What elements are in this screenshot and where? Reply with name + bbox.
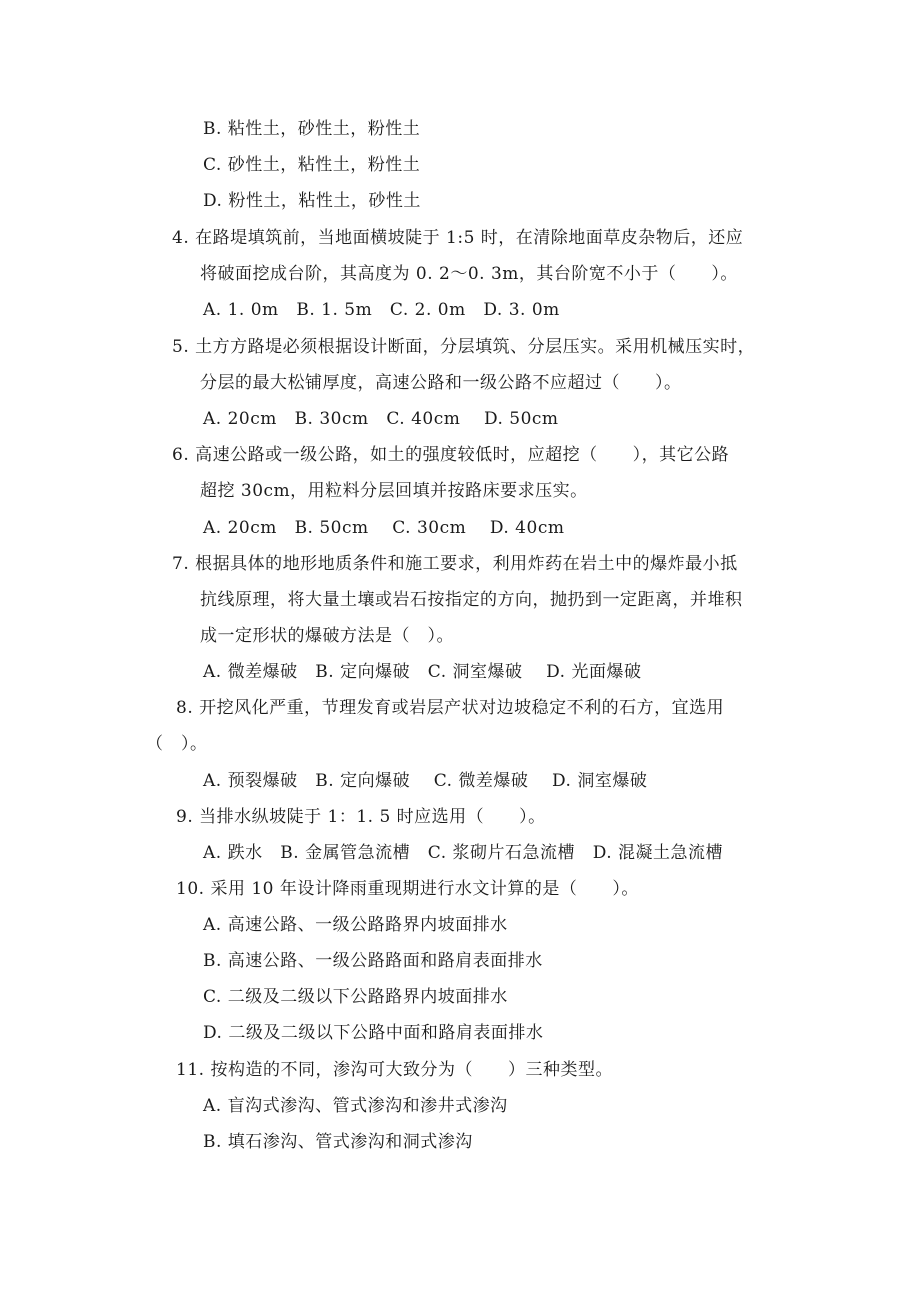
q4-stem-line1: 4. 在路堤填筑前，当地面横坡陡于 1:5 时，在清除地面草皮杂物后，还应	[172, 228, 744, 248]
q6-options: A. 20cm B. 50cm C. 30cm D. 40cm	[203, 518, 565, 538]
q7-stem-line2: 抗线原理，将大量土壤或岩石按指定的方向，抛扔到一定距离，并堆积	[200, 590, 743, 610]
q8-stem-line2: （ ）。	[146, 734, 208, 754]
q3-option-c: C. 砂性土，粘性土，粉性土	[203, 155, 421, 175]
q9-stem: 9. 当排水纵坡陡于 1：1. 5 时应选用（ ）。	[176, 807, 546, 827]
q5-stem-line2: 分层的最大松铺厚度，高速公路和一级公路不应超过（ ）。	[200, 373, 682, 393]
q10-option-d: D. 二级及二级以下公路中面和路肩表面排水	[203, 1023, 544, 1043]
q8-options: A. 预裂爆破 B. 定向爆破 C. 微差爆破 D. 洞室爆破	[203, 771, 648, 791]
q4-stem-line2: 将破面挖成台阶，其高度为 0. 2～0. 3m，其台阶宽不小于（ ）。	[200, 264, 738, 284]
q11-option-b: B. 填石渗沟、管式渗沟和洞式渗沟	[203, 1132, 473, 1152]
q3-option-d: D. 粉性土，粘性土，砂性土	[203, 191, 421, 211]
q10-option-b: B. 高速公路、一级公路路面和路肩表面排水	[203, 951, 543, 971]
q6-stem-line1: 6. 高速公路或一级公路，如土的强度较低时，应超挖（ ），其它公路	[172, 445, 730, 465]
q5-stem-line1: 5. 土方方路堤必须根据设计断面，分层填筑、分层压实。采用机械压实时，	[172, 337, 756, 357]
q3-option-b: B. 粘性土，砂性土，粉性土	[203, 119, 421, 139]
q4-options: A. 1. 0m B. 1. 5m C. 2. 0m D. 3. 0m	[203, 300, 560, 320]
q5-options: A. 20cm B. 30cm C. 40cm D. 50cm	[203, 409, 559, 429]
q10-option-c: C. 二级及二级以下公路路界内坡面排水	[203, 987, 508, 1007]
q8-stem-line1: 8. 开挖风化严重，节理发育或岩层产状对边坡稳定不利的石方，宜选用	[176, 698, 725, 718]
q6-stem-line2: 超挖 30cm，用粒料分层回填并按路床要求压实。	[200, 481, 588, 501]
q10-option-a: A. 高速公路、一级公路路界内坡面排水	[203, 915, 508, 935]
q9-options: A. 跌水 B. 金属管急流槽 C. 浆砌片石急流槽 D. 混凝土急流槽	[203, 843, 724, 863]
q10-stem: 10. 采用 10 年设计降雨重现期进行水文计算的是（ ）。	[176, 879, 639, 899]
q7-stem-line1: 7. 根据具体的地形地质条件和施工要求，利用炸药在岩土中的爆炸最小抵	[172, 554, 738, 574]
q7-stem-line3: 成一定形状的爆破方法是（ ）。	[200, 626, 454, 646]
q11-stem: 11. 按构造的不同，渗沟可大致分为（ ）三种类型。	[176, 1060, 613, 1080]
q7-options: A. 微差爆破 B. 定向爆破 C. 洞室爆破 D. 光面爆破	[203, 662, 642, 682]
q11-option-a: A. 盲沟式渗沟、管式渗沟和渗井式渗沟	[203, 1096, 508, 1116]
